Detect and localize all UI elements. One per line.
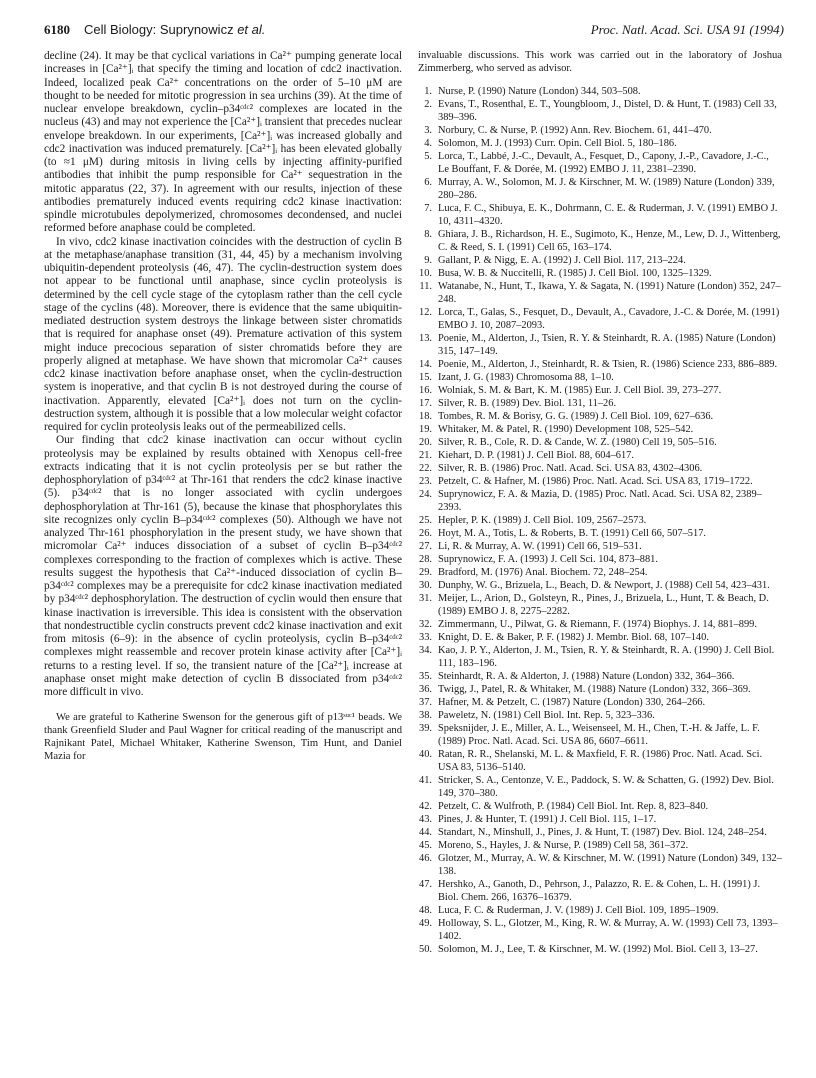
reference-number: 31. <box>419 592 432 604</box>
reference-number: 18. <box>419 410 432 422</box>
reference-text: Steinhardt, R. A. & Alderton, J. (1988) Nature (London) 332, 364–366. <box>438 670 735 682</box>
reference-number: 35. <box>419 670 432 682</box>
reference-number: 14. <box>419 358 432 370</box>
reference-number: 48. <box>419 904 432 916</box>
reference-number: 44. <box>419 826 432 838</box>
reference-item <box>418 566 782 579</box>
reference-number: 27. <box>419 540 432 552</box>
reference-item <box>418 943 782 956</box>
reference-text: Stricker, S. A., Centonze, V. E., Paddock, S. W. & Schatten, G. (1992) Dev. Biol. 149, 370–380. <box>438 774 774 799</box>
reference-number: 13. <box>419 332 432 344</box>
reference-item <box>418 254 782 267</box>
reference-number: 34. <box>419 644 432 656</box>
reference-number: 23. <box>419 475 432 487</box>
reference-text: Moreno, S., Hayles, J. & Nurse, P. (1989) Cell 58, 361–372. <box>438 839 689 851</box>
reference-text: Hoyt, M. A., Totis, L. & Roberts, B. T. (1991) Cell 66, 507–517. <box>438 527 706 539</box>
reference-number: 25. <box>419 514 432 526</box>
reference-text: Silver, R. B. (1989) Dev. Biol. 131, 11–26. <box>438 397 617 409</box>
reference-item <box>418 579 782 592</box>
reference-item <box>418 592 782 618</box>
reference-item <box>418 631 782 644</box>
reference-number: 22. <box>419 462 432 474</box>
reference-item <box>418 670 782 683</box>
reference-number: 3. <box>424 124 432 136</box>
section-label <box>84 22 265 37</box>
reference-text: Silver, R. B., Cole, R. D. & Cande, W. Z. (1980) Cell 19, 505–516. <box>438 436 717 448</box>
reference-number: 42. <box>419 800 432 812</box>
reference-text: Nurse, P. (1990) Nature (London) 344, 503–508. <box>438 85 641 97</box>
running-header <box>44 22 784 38</box>
reference-item <box>418 150 782 176</box>
reference-number: 11. <box>419 280 432 292</box>
reference-item <box>418 423 782 436</box>
page-number: 6180 <box>44 22 70 37</box>
body-paragraph: Our finding that cdc2 kinase inactivation can occur without cyclin proteolysis may be explained by results obtained with Xenopus cell-free extracts indicating that it is not cyclin proteolysis per se but rather the dephosphorylation of p34ᶜᵈᶜ² at Thr-161 that renders the cdc2 kinase inactive (5). p34ᶜᵈᶜ² that is no longer associated with cyclin undergoes dephosphorylation at Thr-161 (5), because the kinase that phosphorylates this site recognizes only cyclin B–p34ᶜᵈᶜ² complexes (50). Although we have not analyzed Thr-161 phosphorylation in the present study, we have shown that micromolar Ca²⁺ induces dissociation of a subset of cyclin B–p34ᶜᵈᶜ² complexes corresponding to the fraction of complexes which is active. These results suggest the hypothesis that Ca²⁺-induced dissociation of cyclin B–p34ᶜᵈᶜ² complexes may be a prerequisite for cdc2 kinase inactivation mediated by p34ᶜᵈᶜ² dephosphorylation. The destruction of cyclin would then ensure that kinase inactivation is irreversible. This idea is consistent with the observation that nondestructible cyclin constructs prevent cdc2 kinase inactivation and exit from mitosis (6–9): in the absence of cyclin proteolysis, cyclin B–p34ᶜᵈᶜ² complexes might reassemble and recover protein kinase activity after [Ca²⁺]ᵢ returns to a resting level. If so, the transient nature of the [Ca²⁺]ᵢ increase at anaphase onset might make detection of cyclin B dissociated from p34ᶜᵈᶜ² more difficult in vivo. <box>44 434 402 698</box>
reference-text: Hepler, P. K. (1989) J. Cell Biol. 109, 2567–2573. <box>438 514 647 526</box>
reference-item <box>418 618 782 631</box>
reference-item <box>418 358 782 371</box>
reference-text: Pines, J. & Hunter, T. (1991) J. Cell Biol. 115, 1–17. <box>438 813 657 825</box>
right-column <box>418 50 782 956</box>
body-paragraph: decline (24). It may be that cyclical variations in Ca²⁺ pumping generate local increases in [Ca²⁺]ᵢ that specify the timing and location of cdc2 inactivation. Indeed, localized peak Ca²⁺ concentrations on the order of 5–10 μM are thought to be needed for mitotic progression in sea urchins (39). At the time of nuclear envelope breakdown, cyclin–p34ᶜᵈᶜ² complexes are located in the nucleus (43) and may not experience the [Ca²⁺]ᵢ transient that precedes nuclear envelope breakdown. In our experiments, [Ca²⁺]ᵢ was increased globally and cdc2 inactivation was induced prematurely. [Ca²⁺]ᵢ has been elevated globally (to ≈1 μM) during mitosis in living cells by injecting affinity-purified antibodies that inhibit the pump responsible for Ca²⁺ sequestration in the mitotic apparatus (22, 37). In agreement with our results, injection of these antibodies prematurely induced events requiring cdc2 kinase inactivation: spindle microtubules depolymerized, chromosomes decondensed, and nuclei reformed before anaphase could be completed. <box>44 50 402 235</box>
reference-text: Twigg, J., Patel, R. & Whitaker, M. (1988) Nature (London) 332, 366–369. <box>438 683 751 695</box>
reference-number: 17. <box>419 397 432 409</box>
reference-item <box>418 709 782 722</box>
reference-number: 21. <box>419 449 432 461</box>
reference-text: Lorca, T., Galas, S., Fesquet, D., Devault, A., Cavadore, J.-C. & Dorée, M. (1991) EMBO J. 10, 2087–2093. <box>438 306 780 331</box>
reference-number: 40. <box>419 748 432 760</box>
reference-text: Kiehart, D. P. (1981) J. Cell Biol. 88, 604–617. <box>438 449 634 461</box>
reference-text: Ghiara, J. B., Richardson, H. E., Sugimoto, K., Henze, M., Lew, D. J., Wittenberg, C. & Reed, S. I. (1991) Cell 65, 163–174. <box>438 228 781 253</box>
reference-number: 41. <box>419 774 432 786</box>
reference-item <box>418 436 782 449</box>
reference-number: 19. <box>419 423 432 435</box>
reference-item <box>418 540 782 553</box>
reference-text: Suprynowicz, F. A. & Mazia, D. (1985) Proc. Natl. Acad. Sci. USA 82, 2389–2393. <box>438 488 762 513</box>
reference-text: Paweletz, N. (1981) Cell Biol. Int. Rep. 5, 323–336. <box>438 709 655 721</box>
reference-number: 28. <box>419 553 432 565</box>
reference-item <box>418 826 782 839</box>
reference-item <box>418 306 782 332</box>
reference-item <box>418 124 782 137</box>
reference-number: 6. <box>424 176 432 188</box>
reference-text: Petzelt, C. & Wulfroth, P. (1984) Cell Biol. Int. Rep. 8, 823–840. <box>438 800 709 812</box>
reference-item <box>418 202 782 228</box>
reference-text: Zimmermann, U., Pilwat, G. & Riemann, F. (1974) Biophys. J. 14, 881–899. <box>438 618 757 630</box>
reference-text: Izant, J. G. (1983) Chromosoma 88, 1–10. <box>438 371 614 383</box>
reference-text: Kao, J. P. Y., Alderton, J. M., Tsien, R. Y. & Steinhardt, R. A. (1990) J. Cell Biol. 111, 183–196. <box>438 644 775 669</box>
reference-number: 39. <box>419 722 432 734</box>
reference-item <box>418 176 782 202</box>
reference-item <box>418 397 782 410</box>
reference-item <box>418 813 782 826</box>
reference-text: Luca, F. C. & Ruderman, J. V. (1989) J. Cell Biol. 109, 1895–1909. <box>438 904 719 916</box>
reference-item <box>418 852 782 878</box>
reference-text: Ratan, R. R., Shelanski, M. L. & Maxfield, F. R. (1986) Proc. Natl. Acad. Sci. USA 83, 5136–5140. <box>438 748 763 773</box>
reference-item <box>418 85 782 98</box>
reference-number: 16. <box>419 384 432 396</box>
reference-number: 1. <box>424 85 432 97</box>
reference-number: 10. <box>419 267 432 279</box>
reference-number: 49. <box>419 917 432 929</box>
reference-text: Wolniak, S. M. & Bart, K. M. (1985) Eur. J. Cell Biol. 39, 273–277. <box>438 384 722 396</box>
reference-list <box>418 85 782 956</box>
reference-number: 26. <box>419 527 432 539</box>
reference-text: Lorca, T., Labbé, J.-C., Devault, A., Fesquet, D., Capony, J.-P., Cavadore, J.-C., Le Bouffant, F. & Dorée, M. (1992) EMBO J. 11, 2381–2390. <box>438 150 769 175</box>
reference-text: Speksnijder, J. E., Miller, A. L., Weisenseel, M. H., Chen, T.-H. & Jaffe, L. F. (1989) Proc. Natl. Acad. Sci. USA 86, 6607–6611. <box>438 722 760 747</box>
reference-item <box>418 475 782 488</box>
reference-text: Meijer, L., Arion, D., Golsteyn, R., Pines, J., Brizuela, L., Hunt, T. & Beach, D. (1989) EMBO J. 8, 2275–2282. <box>438 592 769 617</box>
reference-text: Poenie, M., Alderton, J., Tsien, R. Y. & Steinhardt, R. A. (1985) Nature (London) 315, 147–149. <box>438 332 776 357</box>
reference-item <box>418 410 782 423</box>
reference-number: 32. <box>419 618 432 630</box>
body-paragraph: In vivo, cdc2 kinase inactivation coincides with the destruction of cyclin B at the metaphase/anaphase transition (31, 44, 45) by a mechanism involving ubiquitin-dependent proteolysis (46, 47). The cyclin-destruction system does not appear to be functional until anaphase, since cyclin proteolysis is determined by the cell cycle stage of the cytoplasm rather than the cell cycle stage of the cyclins (48). Moreover, there is evidence that the same ubiquitin-mediated destruction system destroys the linkage between sister chromatids that is required for anaphase onset (49). Premature activation of this system might induce precocious separation of sister chromatids before they are properly aligned at metaphase. We have shown that micromolar Ca²⁺ causes cdc2 kinase inactivation before anaphase onset, when the cyclin-destruction system is inoperative, and that cyclin B is not destroyed during the course of inactivation. Apparently, elevated [Ca²⁺]ᵢ does not turn on the cyclin-destruction system, although it is possible that a low molecular weight cofactor required for cyclin proteolysis leaks out of the permeabilized cells. <box>44 235 402 433</box>
reference-text: Standart, N., Minshull, J., Pines, J. & Hunt, T. (1987) Dev. Biol. 124, 248–254. <box>438 826 767 838</box>
reference-item <box>418 514 782 527</box>
reference-text: Solomon, M. J. (1993) Curr. Opin. Cell Biol. 5, 180–186. <box>438 137 677 149</box>
reference-text: Solomon, M. J., Lee, T. & Kirschner, M. W. (1992) Mol. Biol. Cell 3, 13–27. <box>438 943 758 955</box>
reference-item <box>418 683 782 696</box>
reference-number: 50. <box>419 943 432 955</box>
reference-item <box>418 748 782 774</box>
reference-item <box>418 917 782 943</box>
reference-text: Hafner, M. & Petzelt, C. (1987) Nature (London) 330, 264–266. <box>438 696 706 708</box>
reference-item <box>418 462 782 475</box>
reference-item <box>418 488 782 514</box>
reference-text: Li, R. & Murray, A. W. (1991) Cell 66, 519–531. <box>438 540 642 552</box>
reference-number: 38. <box>419 709 432 721</box>
reference-text: Gallant, P. & Nigg, E. A. (1992) J. Cell Biol. 117, 213–224. <box>438 254 686 266</box>
reference-number: 36. <box>419 683 432 695</box>
reference-text: Dunphy, W. G., Brizuela, L., Beach, D. & Newport, J. (1988) Cell 54, 423–431. <box>438 579 770 591</box>
reference-number: 12. <box>419 306 432 318</box>
reference-item <box>418 696 782 709</box>
reference-text: Watanabe, N., Hunt, T., Ikawa, Y. & Sagata, N. (1991) Nature (London) 352, 247–248. <box>438 280 781 305</box>
reference-item <box>418 137 782 150</box>
reference-number: 5. <box>424 150 432 162</box>
reference-text: Norbury, C. & Nurse, P. (1992) Ann. Rev. Biochem. 61, 441–470. <box>438 124 712 136</box>
reference-text: Whitaker, M. & Patel, R. (1990) Development 108, 525–542. <box>438 423 694 435</box>
reference-item <box>418 267 782 280</box>
reference-text: Luca, F. C., Shibuya, E. K., Dohrmann, C. E. & Ruderman, J. V. (1991) EMBO J. 10, 4311–4320. <box>438 202 778 227</box>
reference-text: Hershko, A., Ganoth, D., Pehrson, J., Palazzo, R. E. & Cohen, L. H. (1991) J. Biol. Chem. 266, 16376–16379. <box>438 878 761 903</box>
reference-item <box>418 878 782 904</box>
reference-number: 15. <box>419 371 432 383</box>
reference-item <box>418 722 782 748</box>
reference-text: Poenie, M., Alderton, J., Steinhardt, R. & Tsien, R. (1986) Science 233, 886–889. <box>438 358 778 370</box>
reference-item <box>418 332 782 358</box>
reference-item <box>418 527 782 540</box>
reference-number: 7. <box>424 202 432 214</box>
reference-item <box>418 839 782 852</box>
reference-number: 24. <box>419 488 432 500</box>
section-title: Cell Biology: Suprynowicz <box>84 22 234 37</box>
reference-item <box>418 384 782 397</box>
reference-number: 29. <box>419 566 432 578</box>
reference-number: 4. <box>424 137 432 149</box>
reference-item <box>418 774 782 800</box>
reference-number: 37. <box>419 696 432 708</box>
reference-number: 20. <box>419 436 432 448</box>
reference-number: 33. <box>419 631 432 643</box>
reference-item <box>418 644 782 670</box>
reference-text: Suprynowicz, F. A. (1993) J. Cell Sci. 104, 873–881. <box>438 553 658 565</box>
reference-text: Tombes, R. M. & Borisy, G. G. (1989) J. Cell Biol. 109, 627–636. <box>438 410 714 422</box>
left-column <box>44 50 402 764</box>
reference-number: 43. <box>419 813 432 825</box>
reference-text: Busa, W. B. & Nuccitelli, R. (1985) J. Cell Biol. 100, 1325–1329. <box>438 267 712 279</box>
reference-item <box>418 449 782 462</box>
reference-number: 2. <box>424 98 432 110</box>
reference-number: 47. <box>419 878 432 890</box>
reference-number: 9. <box>424 254 432 266</box>
reference-item <box>418 553 782 566</box>
reference-number: 8. <box>424 228 432 240</box>
reference-text: Petzelt, C. & Hafner, M. (1986) Proc. Natl. Acad. Sci. USA 83, 1719–1722. <box>438 475 753 487</box>
reference-number: 45. <box>419 839 432 851</box>
reference-text: Evans, T., Rosenthal, E. T., Youngbloom, J., Distel, D. & Hunt, T. (1983) Cell 33, 389–396. <box>438 98 777 123</box>
authors-suffix: et al. <box>237 22 266 37</box>
reference-item <box>418 98 782 124</box>
reference-text: Knight, D. E. & Baker, P. F. (1982) J. Membr. Biol. 68, 107–140. <box>438 631 709 643</box>
reference-item <box>418 371 782 384</box>
reference-text: Holloway, S. L., Glotzer, M., King, R. W. & Murray, A. W. (1993) Cell 73, 1393–1402. <box>438 917 778 942</box>
reference-item <box>418 904 782 917</box>
reference-text: Glotzer, M., Murray, A. W. & Kirschner, M. W. (1991) Nature (London) 349, 132–138. <box>438 852 782 877</box>
acknowledgment-continued: invaluable discussions. This work was carried out in the laboratory of Joshua Zimmerberg, who served as advisor. <box>418 50 782 74</box>
reference-item <box>418 280 782 306</box>
acknowledgment-paragraph: We are grateful to Katherine Swenson for the generous gift of p13ˢᵘᶜ¹ beads. We thank Greenfield Sluder and Paul Wagner for critical reading of the manuscript and Rajnikant Patel, Michael Whitaker, Katherine Swenson, Tim Hunt, and Daniel Mazia for <box>44 712 402 762</box>
reference-number: 46. <box>419 852 432 864</box>
reference-text: Bradford, M. (1976) Anal. Biochem. 72, 248–254. <box>438 566 648 578</box>
reference-text: Silver, R. B. (1986) Proc. Natl. Acad. Sci. USA 83, 4302–4306. <box>438 462 703 474</box>
reference-text: Murray, A. W., Solomon, M. J. & Kirschner, M. W. (1989) Nature (London) 339, 280–286. <box>438 176 775 201</box>
reference-item <box>418 800 782 813</box>
reference-number: 30. <box>419 579 432 591</box>
reference-item <box>418 228 782 254</box>
journal-citation: Proc. Natl. Acad. Sci. USA 91 (1994) <box>590 22 784 37</box>
